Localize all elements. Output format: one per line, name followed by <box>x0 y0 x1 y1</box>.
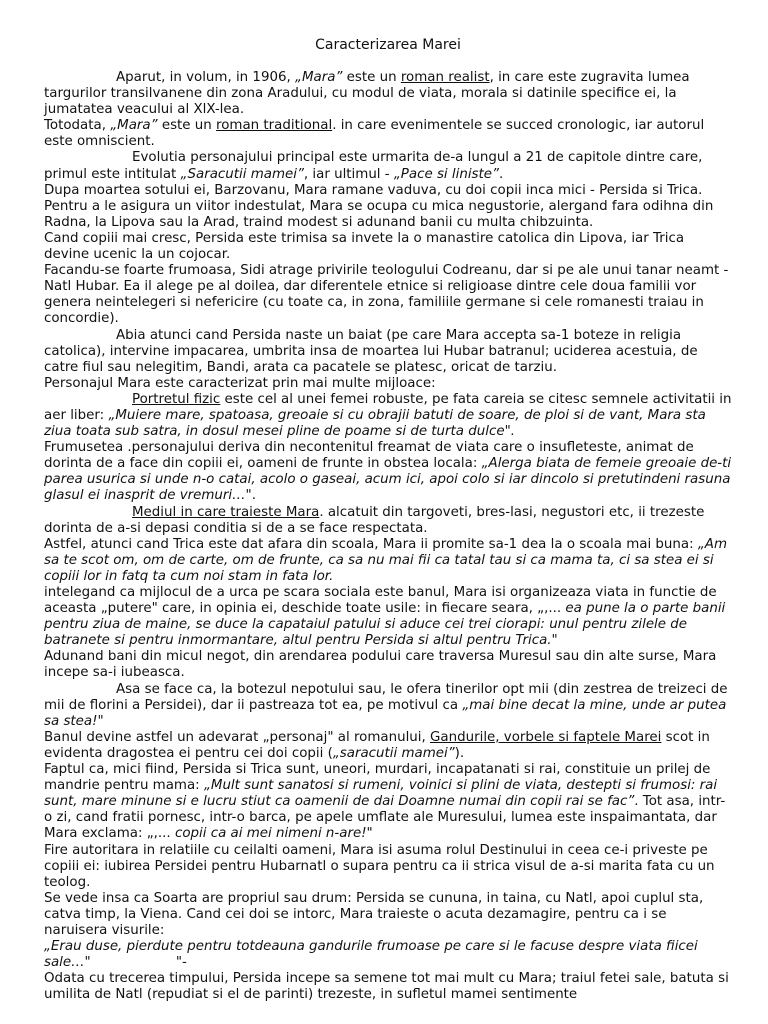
underlined-text: roman realist <box>400 70 490 85</box>
text-span: este un <box>157 118 217 134</box>
italic-text: „Pace si liniste” <box>393 166 499 182</box>
paragraph-portrait <box>44 392 732 440</box>
italic-text: „saracutii mamei” <box>332 745 455 761</box>
paragraph-intro <box>44 70 732 118</box>
text-span: . <box>251 488 256 504</box>
document-body <box>44 70 732 1003</box>
italic-quote: „Alerga biata de femeie greoaie de-ti parea usurica si unde n-o catai, acolo o gaseai, acum ici, apoi colo si iar dincolo si pretutindeni rasuna glasul ei inasprit de vremuri…" <box>44 456 732 504</box>
italic-quote: „Muiere mare, spatoasa, greoaie si cu obrajii batuti de soare, de ploi si de vant, Mara sta ziua toata sub satra, in dosul mesei pline de poame si de turta dulce". <box>44 407 706 440</box>
paragraph-resemblance: Odata cu trecerea timpului, Persida incepe sa semene tot mai mult cu Mara; traiul fetei sale, batuta si umilita de Natl (repudiat si el de parinti) trezeste, in sufletul mamei sentimente <box>44 971 729 1003</box>
paragraph-baptism <box>44 682 732 730</box>
paragraph-children: Cand copiii mai cresc, Persida este trimisa sa invete la o manastire catolica din Lipova, iar Trica devine ucenic la un cojocar. <box>44 230 685 263</box>
paragraph-authority: Fire autoritara in relatiile cu ceilalti oameni, Mara isi asuma rolul Destinului in ceea ce-i priveste pe copiii ei: iubirea Persidei pentru Hubarnatl o supara pentru ca ii strica visul de a-si marita fata cu un teolog. <box>44 842 715 890</box>
paragraph-widow: Dupa moartea sotului ei, Barzovanu, Mara ramane vaduva, cu doi copii inca mici - Persida si Trica. <box>44 182 703 198</box>
text-span: Frumusetea .personajului deriva din necontenitul freamat de viata care o insufleteste, animat de dorinta de a face din copiii ei, oameni de frunte in obstea locala: <box>44 440 694 472</box>
paragraph-school <box>44 537 732 585</box>
document-title: Caracterizarea Marei <box>315 37 461 53</box>
text-span: scot in evidenta dragostea ei pentru cei doi copii ( <box>44 729 710 761</box>
underlined-text: Mediul in care traieste Mara <box>132 504 320 520</box>
paragraph-disappointment <box>44 939 732 971</box>
italic-quote: copii ca ai mei nimeni n-are!" <box>174 826 373 842</box>
paragraph-sidi: Facandu-se foarte frumoasa, Sidi atrage privirile teologului Codreanu, dar si pe ale unui tanar neamt - Natl Hubar. Ea il alege pe al doilea, dar diferentele etnice si religioase dintre cele doua familii vor genera neintelegeri si nefericire (cu toate ca, in zona, familiile germane si cele romanesti traiau in concordie). <box>44 263 729 327</box>
paragraph-pride <box>44 762 732 842</box>
text-span: Astfel, atunci cand Trica este dat afara din scoala, Mara ii promite sa-1 dea la o scoala mai buna: <box>44 536 698 552</box>
italic-text: „Saracutii mamei” <box>180 166 304 182</box>
text-span: . <box>498 166 504 182</box>
italic-quote: ea pune la o parte banii pentru ziua de maine, se duce la capataiul patului si aduce cei trei ciorapi: unul pentru zilele de batranete si pentru inmormantare, altul pentru Persida si altul pentru Trica." <box>44 601 726 649</box>
paragraph-saving: Adunand bani din micul negot, din arendarea podului care traversa Muresul sau din alte surse, Mara incepe sa-i iubeasca. <box>44 649 717 681</box>
paragraph-money <box>44 585 732 649</box>
paragraph-beauty <box>44 440 732 504</box>
italic-quote: „Mult sunt sanatosi si rumeni, voinici si plini de viata, destepti si frumosi: rai sunt, mare minune si e lucru stiut ca oamenii de dai Doamne numai din copii rai se fac” <box>44 778 718 810</box>
paragraph-means: Personajul Mara este caracterizat prin mai multe mijloace: <box>44 375 436 391</box>
paragraph-traditional <box>44 118 732 150</box>
paragraph-reconciliation: Abia atunci cand Persida naste un baiat (pe care Mara accepta sa-1 boteze in religia catolica), intervine impacarea, umbrita insa de moartea lui Hubar batranul; uciderea acestuia, de catre fiul sau nelegitim, Bandi, arata ca pacatele se platesc, oricat de tarziu. <box>44 327 698 375</box>
italic-text: „Mara” <box>110 118 158 134</box>
text-span: este un <box>342 70 401 85</box>
paragraph-evolution <box>44 150 732 182</box>
text-span: . in care evenimentele se succed cronologic, iar autorul este omniscient. <box>44 118 705 150</box>
text-span: Asa se face ca, la botezul nepotului sau, le ofera tinerilor opt mii (din zestrea de treizeci de mii de florini a Persidei), dar ii pastreaza tot ea, pe motivul ca <box>44 681 728 713</box>
text-span: este cel al unei femei robuste, pe fata careia se citesc semnele activitatii in aer liber: <box>44 391 732 423</box>
paragraph-environment <box>44 505 732 537</box>
italic-quote: „Am sa te scot om, om de carte, om de frunte, ca sa nu mai fii ca tatal tau si ca mama ta, ci sa stea ei si copiii lor in fatq ta cum noi stam in fata lor. <box>44 536 728 584</box>
italic-quote: „mai bine decat la mine, unde ar putea sa stea!" <box>44 697 727 729</box>
underlined-text: Gandurile, vorbele si faptele Marei <box>430 729 662 745</box>
paragraph-fate: Se vede insa ca Soarta are propriul sau drum: Persida se cununa, in taina, cu Natl, apoi cuplul sta, catva timp, la Viena. Cand cei doi se intorc, Mara traieste o acuta dezamagire, pentru ca i se naruisera visurile: <box>44 890 704 938</box>
text-span: Aparut, in volum, in 1906, <box>116 70 296 85</box>
text-span: Evolutia personajului principal este urmarita de-a lungul a 21 de capitole dintre care, primul este intitulat <box>44 150 703 182</box>
italic-quote: „Erau duse, pierdute pentru totdeauna gandurile frumoase pe care si le facuse despre viata fiicei sale…" <box>44 939 698 971</box>
paragraph-money-character <box>44 730 732 762</box>
text-span: intelegand ca mijlocul de a urca pe scara sociala este banul, Mara isi organizeaza viata in functie de aceasta „putere" care, in opinia ei, deschide toate usile: in fiecare seara, „,... <box>44 585 717 617</box>
text-span: ). <box>454 745 465 761</box>
text-span: , in care este zugravita lumea targurilor transilvanene din zona Aradului, cu modul de viata, morala si datinile specifice ei, la jumatatea veacului al XlX-lea. <box>44 70 690 118</box>
text-span: . Tot asa, intr-o zi, cand fratii pornesc, intr-o barca, pe apele umflate ale Muresului, lumea este inspaimantata, dar Mara exclama: „,... <box>44 794 726 842</box>
italic-text: „Mara” <box>295 70 343 85</box>
underlined-text: roman traditional <box>216 118 333 134</box>
underlined-text: Portretul fizic <box>132 391 221 407</box>
text-span: Faptul ca, mici fiind, Persida si Trica sunt, uneori, murdari, incapatanati si rai, constituie un prilej de mandrie pentru mama: <box>44 762 711 794</box>
text-span: . alcatuit din targoveti, bres-lasi, negustori etc, ii trezeste dorinta de a-si depasi conditia si de a se face respectata. <box>44 504 705 536</box>
text-span: , iar ultimul - <box>303 166 394 182</box>
text-span: Banul devine astfel un adevarat „personaj" al romanului, <box>44 729 431 745</box>
text-span: Totodata, <box>44 118 111 134</box>
text-span: "- <box>90 955 187 971</box>
paragraph-commerce: Pentru a le asigura un viitor indestulat, Mara se ocupa cu mica negustorie, alergand fara odihna din Radna, la Lipova sau la Arad, traind modest si adunand banii cu multa chibzuinta. <box>44 198 714 230</box>
